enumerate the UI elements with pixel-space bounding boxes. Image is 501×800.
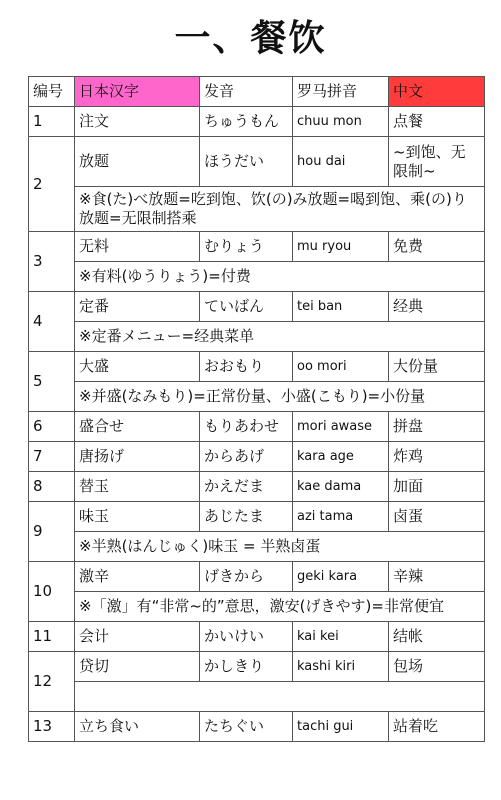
header-kanji: 日本汉字 (75, 77, 200, 107)
entry-kana: げきから (200, 562, 293, 592)
entry-note: ※并盛(なみもり)=正常份量、小盛(こもり)=小份量 (75, 382, 485, 412)
entry-num: 8 (29, 472, 75, 502)
note-row (29, 187, 485, 232)
note-row (29, 262, 485, 292)
entry-kanji: 大盛 (75, 352, 200, 382)
entry-num: 2 (29, 137, 75, 232)
entry-note: ※食(た)べ放题=吃到饱、饮(の)み放题=喝到饱、乘(の)り放题=无限制搭乘 (75, 187, 485, 232)
table-row (29, 652, 485, 682)
table-row (29, 352, 485, 382)
entry-kanji: 替玉 (75, 472, 200, 502)
table-row (29, 232, 485, 262)
entry-kanji: 定番 (75, 292, 200, 322)
table-row (29, 712, 485, 742)
entry-chinese: 大份量 (389, 352, 485, 382)
entry-kanji: 盛合せ (75, 412, 200, 442)
entry-num: 5 (29, 352, 75, 412)
entry-romaji: tachi gui (293, 712, 389, 742)
table-row (29, 442, 485, 472)
entry-kanji: 会计 (75, 622, 200, 652)
entry-romaji: hou dai (293, 137, 389, 187)
entry-romaji: mori awase (293, 412, 389, 442)
entry-kana: ほうだい (200, 137, 293, 187)
entry-kana: ていばん (200, 292, 293, 322)
entry-kanji: 无料 (75, 232, 200, 262)
table-row (29, 502, 485, 532)
entry-chinese: 炸鸡 (389, 442, 485, 472)
entry-kanji: 唐扬げ (75, 442, 200, 472)
entry-kanji: 味玉 (75, 502, 200, 532)
entry-romaji: azi tama (293, 502, 389, 532)
entry-num: 6 (29, 412, 75, 442)
entry-kana: かえだま (200, 472, 293, 502)
entry-kanji: 放题 (75, 137, 200, 187)
entry-chinese: 点餐 (389, 107, 485, 137)
entry-kana: かいけい (200, 622, 293, 652)
table-row (29, 472, 485, 502)
entry-romaji: tei ban (293, 292, 389, 322)
vocabulary-table (28, 76, 485, 742)
entry-num: 1 (29, 107, 75, 137)
entry-chinese: 免费 (389, 232, 485, 262)
entry-num: 12 (29, 652, 75, 712)
entry-romaji: oo mori (293, 352, 389, 382)
entry-kanji: 激辛 (75, 562, 200, 592)
entry-note: ※有料(ゆうりょう)=付费 (75, 262, 485, 292)
header-num: 编号 (29, 77, 75, 107)
entry-num: 7 (29, 442, 75, 472)
entry-kanji: 贷切 (75, 652, 200, 682)
entry-num: 3 (29, 232, 75, 292)
entry-num: 10 (29, 562, 75, 622)
entry-romaji: chuu mon (293, 107, 389, 137)
header-chinese: 中文 (389, 77, 485, 107)
entry-kana: もりあわせ (200, 412, 293, 442)
entry-kana: あじたま (200, 502, 293, 532)
entry-num: 11 (29, 622, 75, 652)
entry-chinese: 卤蛋 (389, 502, 485, 532)
entry-chinese: 加面 (389, 472, 485, 502)
entry-chinese: 拼盘 (389, 412, 485, 442)
entry-chinese: 结帐 (389, 622, 485, 652)
table-row (29, 137, 485, 187)
entry-num: 13 (29, 712, 75, 742)
entry-romaji: kara age (293, 442, 389, 472)
entry-chinese: 经典 (389, 292, 485, 322)
table-header-row (29, 77, 485, 107)
entry-kana: からあげ (200, 442, 293, 472)
table-row (29, 292, 485, 322)
entry-romaji: kai kei (293, 622, 389, 652)
entry-num: 9 (29, 502, 75, 562)
entry-chinese: 包场 (389, 652, 485, 682)
table-row (29, 622, 485, 652)
entry-kana: おおもり (200, 352, 293, 382)
entry-chinese: 辛辣 (389, 562, 485, 592)
entry-romaji: geki kara (293, 562, 389, 592)
note-row (29, 532, 485, 562)
entry-kana: かしきり (200, 652, 293, 682)
entry-note (75, 682, 485, 712)
entry-kana: むりょう (200, 232, 293, 262)
table-row (29, 107, 485, 137)
entry-note: ※「激」有“非常~的”意思，激安(げきやす)=非常便宜 (75, 592, 485, 622)
note-row (29, 382, 485, 412)
note-row (29, 682, 485, 712)
entry-chinese: ~到饱、无限制~ (389, 137, 485, 187)
entry-kanji: 立ち食い (75, 712, 200, 742)
entry-note: ※定番メニュー=经典菜单 (75, 322, 485, 352)
entry-kana: たちぐい (200, 712, 293, 742)
page-title: 一、餐饮 (174, 18, 327, 59)
entry-romaji: mu ryou (293, 232, 389, 262)
entry-note: ※半熟(はんじゅく)味玉 = 半熟卤蛋 (75, 532, 485, 562)
entry-romaji: kashi kiri (293, 652, 389, 682)
entry-kana: ちゅうもん (200, 107, 293, 137)
table-row (29, 412, 485, 442)
table-row (29, 562, 485, 592)
header-romaji: 罗马拼音 (293, 77, 389, 107)
entry-romaji: kae dama (293, 472, 389, 502)
note-row (29, 592, 485, 622)
note-row (29, 322, 485, 352)
entry-kanji: 注文 (75, 107, 200, 137)
header-kana: 发音 (200, 77, 293, 107)
entry-num: 4 (29, 292, 75, 352)
entry-chinese: 站着吃 (389, 712, 485, 742)
